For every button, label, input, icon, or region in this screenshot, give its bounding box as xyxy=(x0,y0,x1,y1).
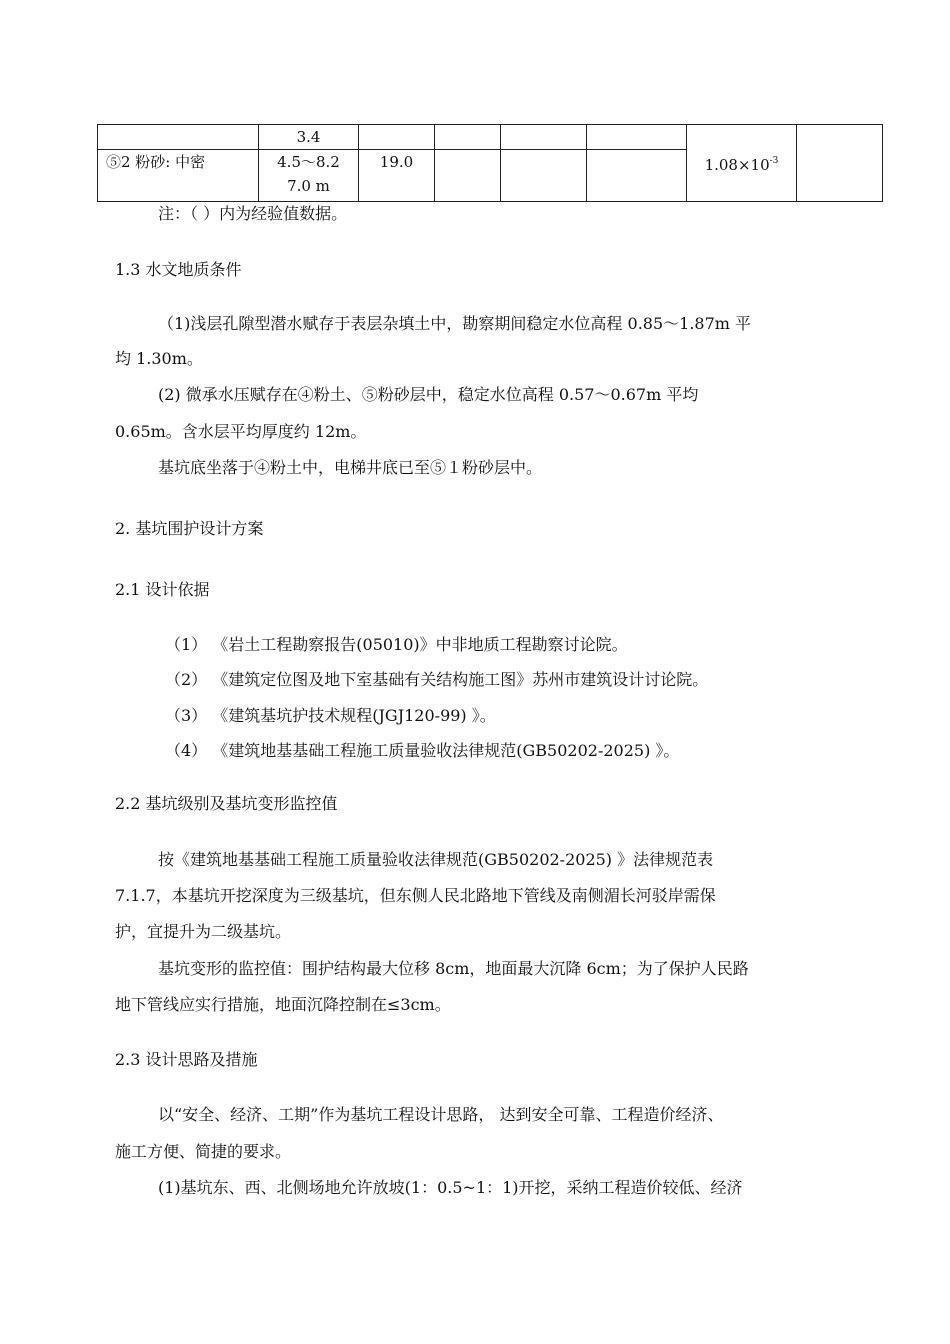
table-cell xyxy=(587,125,687,150)
section-heading: 2.1 设计依据 xyxy=(115,580,210,599)
list-item: （3） 《建筑基坑护技术规程(JGJ120-99) 》。 xyxy=(165,706,496,725)
unit-weight-cell: 19.0 xyxy=(359,150,435,202)
permeability-base: 1.08×10 xyxy=(704,156,770,174)
list-item: （4） 《建筑地基基础工程施工质量验收法律规范(GB50202-2025) 》。 xyxy=(165,741,680,760)
paragraph-line: 地下管线应实行措施，地面沉降控制在≤3cm。 xyxy=(115,995,451,1014)
table-cell xyxy=(435,150,501,202)
section-heading: 1.3 水文地质条件 xyxy=(115,260,242,279)
paragraph-line: 以“安全、经济、工期”作为基坑工程设计思路， 达到安全可靠、工程造价经济、 xyxy=(158,1105,724,1124)
section-heading: 2. 基坑围护设计方案 xyxy=(115,519,264,538)
section-heading: 2.3 设计思路及措施 xyxy=(115,1050,258,1069)
soil-name-cell: ⑤2 粉砂: 中密 xyxy=(98,150,259,202)
range-top: 4.5～8.2 xyxy=(277,153,340,171)
table-cell xyxy=(98,125,259,150)
paragraph-line: 基坑底坐落于④粉土中，电梯井底已至⑤１粉砂层中。 xyxy=(158,458,543,477)
paragraph-line: 护，宜提升为二级基坑。 xyxy=(115,922,292,941)
paragraph-line: （1)浅层孔隙型潜水赋存于表层杂填土中，勘察期间稳定水位高程 0.85～1.87m 平 xyxy=(158,314,752,333)
table-cell xyxy=(587,150,687,202)
paragraph-line: (1)基坑东、西、北侧场地允许放坡(1：0.5~1：1)开挖，采纳工程造价较低、经济 xyxy=(158,1178,743,1197)
paragraph-line: 7.1.7，本基坑开挖深度为三级基坑，但东侧人民北路地下管线及南侧湄长河驳岸需保 xyxy=(115,886,716,905)
table-cell: 3.4 xyxy=(259,125,359,150)
paragraph-line: 按《建筑地基基础工程施工质量验收法律规范(GB50202-2025) 》法律规范表 xyxy=(158,850,714,869)
list-item: （1） 《岩土工程勘察报告(05010)》中非地质工程勘察讨论院。 xyxy=(165,635,628,654)
table-cell xyxy=(359,125,435,150)
paragraph-line: (2) 微承水压赋存在④粉土、⑤粉砂层中，稳定水位高程 0.57～0.67m 平均 xyxy=(158,385,699,404)
soil-parameter-table xyxy=(97,124,883,202)
paragraph-line: 0.65m。含水层平均厚度约 12m。 xyxy=(115,422,367,441)
paragraph-line: 基坑变形的监控值：围护结构最大位移 8cm，地面最大沉降 6cm；为了保护人民路 xyxy=(158,959,749,978)
table-cell xyxy=(501,150,587,202)
list-item: （2） 《建筑定位图及地下室基础有关结构施工图》苏州市建筑设计讨论院。 xyxy=(165,670,709,689)
table-cell xyxy=(501,125,587,150)
paragraph-line: 施工方便、简捷的要求。 xyxy=(115,1142,292,1161)
range-cell xyxy=(259,150,359,202)
section-heading: 2.2 基坑级别及基坑变形监控值 xyxy=(115,794,338,813)
range-bottom: 7.0 m xyxy=(287,177,330,195)
table-row xyxy=(98,125,883,150)
table-cell xyxy=(435,125,501,150)
table-note: 注：（ ）内为经验值数据。 xyxy=(158,204,348,223)
paragraph-line: 均 1.30m。 xyxy=(115,349,203,368)
table-cell xyxy=(797,125,883,202)
permeability-cell xyxy=(687,125,797,202)
permeability-exponent: -3 xyxy=(769,156,779,166)
